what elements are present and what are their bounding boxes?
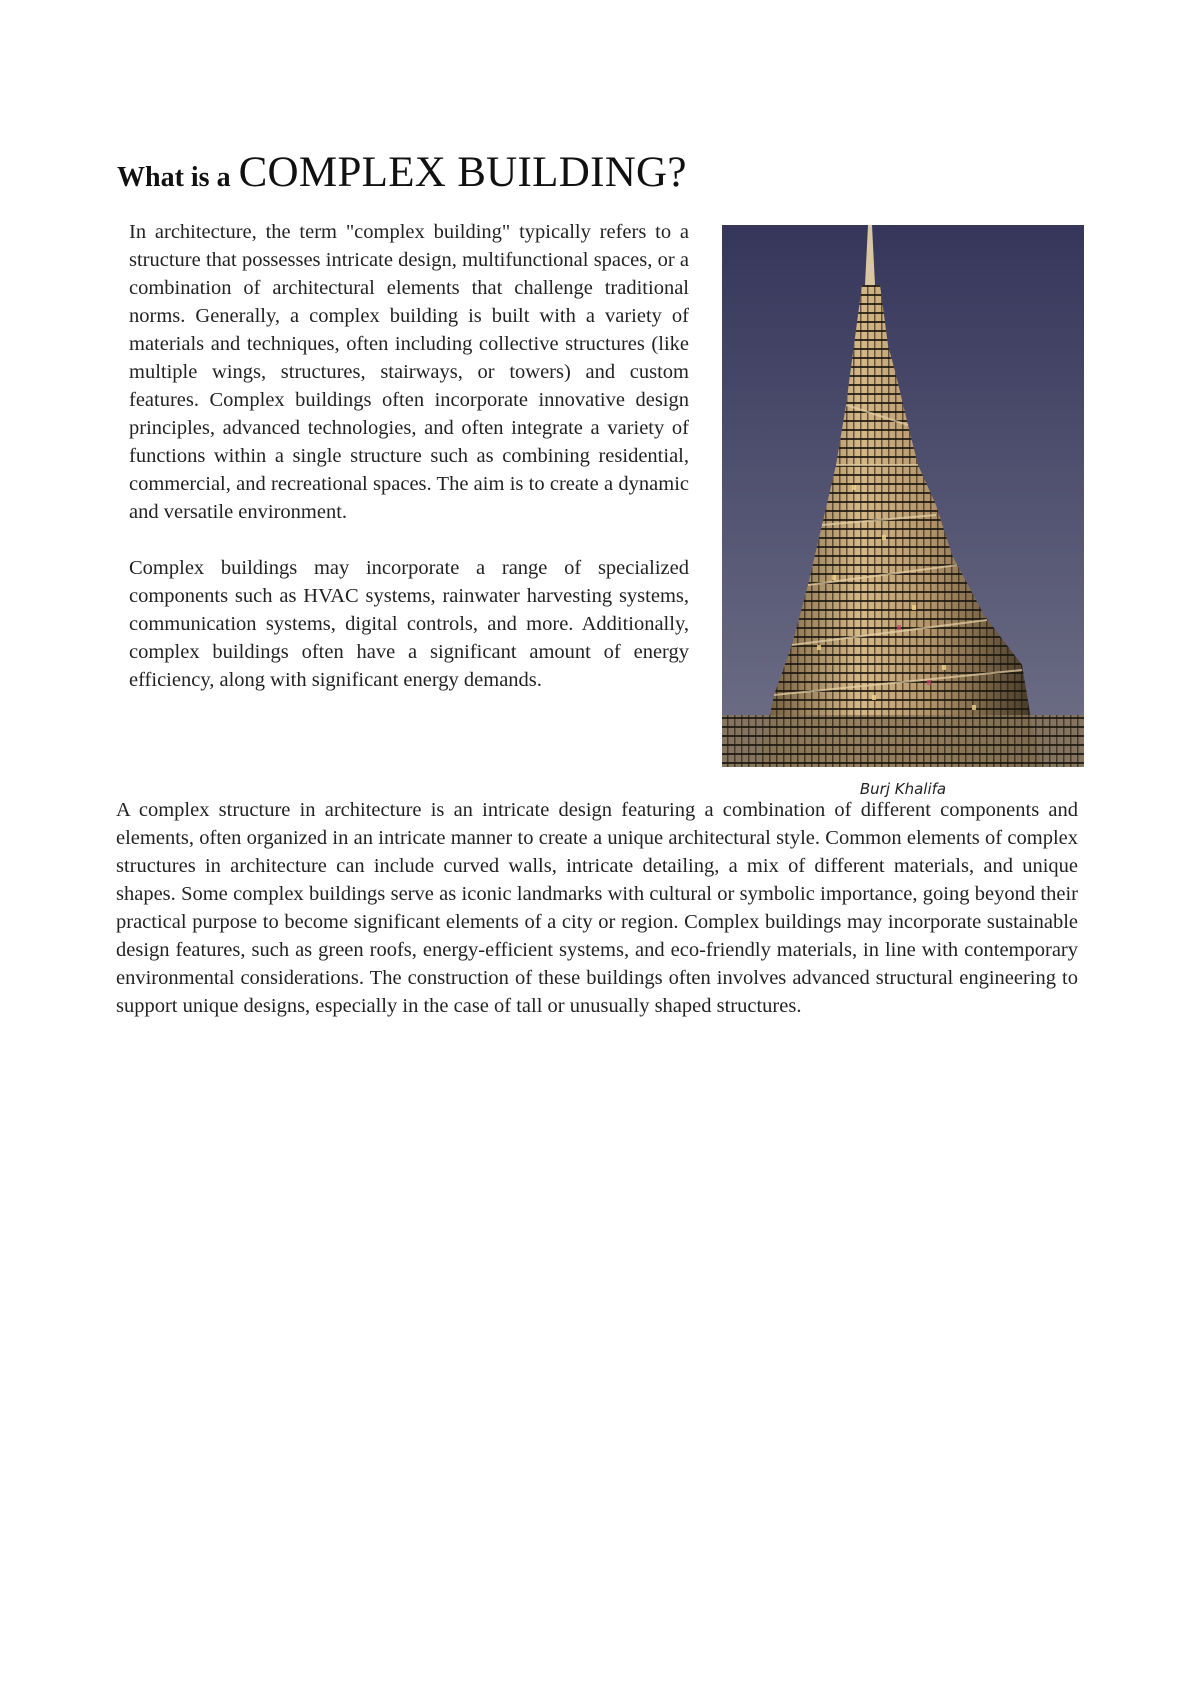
body-paragraph: A complex structure in architecture is an intricate design featuring a combination of different components and elements, often organized in an intricate manner to create a unique architectural style. Common elements of complex structures in architecture can include curved walls, intricate detailing, a mix of different materials, and unique shapes. Some complex buildings serve as iconic landmarks with cultural or symbolic importance, going beyond their practical purpose to become significant elements of a city or region. Complex buildings may incorporate sustainable design features, such as green roofs, energy-efficient systems, and eco-friendly materials, in line with contemporary environmental considerations. The construction of these buildings often involves advanced structural engineering to support unique designs, especially in the case of tall or unusually shaped structures.	[116, 799, 1078, 1017]
intro-paragraph-1: In architecture, the term "complex building" typically refers to a structure that possesses intricate design, multifunctional spaces, or a combination of architectural elements that challenge traditional norms. Generally, a complex building is built with a variety of materials and techniques, often including collective structures (like multiple wings, structures, stairways, or towers) and custom features. Complex buildings often incorporate innovative design principles, advanced technologies, and often integrate a variety of functions within a single structure such as combining residential, commercial, and recreational spaces. The aim is to create a dynamic and versatile environment.	[129, 221, 689, 523]
page-title	[117, 148, 687, 197]
burj-khalifa-photo	[722, 225, 1084, 767]
title-main: COMPLEX BUILDING?	[238, 149, 687, 196]
title-prefix: What is a	[117, 162, 231, 193]
intro-paragraph-2: Complex buildings may incorporate a range of specialized components such as HVAC systems, rainwater harvesting systems, communication systems, digital controls, and more. Additionally, complex buildings often have a significant amount of energy efficiency, along with significant energy demands.	[129, 557, 689, 691]
figure-caption: Burj Khalifa	[859, 780, 947, 798]
tower-illustration	[722, 225, 1084, 767]
body-section	[116, 796, 1078, 1020]
intro-column	[129, 218, 689, 694]
